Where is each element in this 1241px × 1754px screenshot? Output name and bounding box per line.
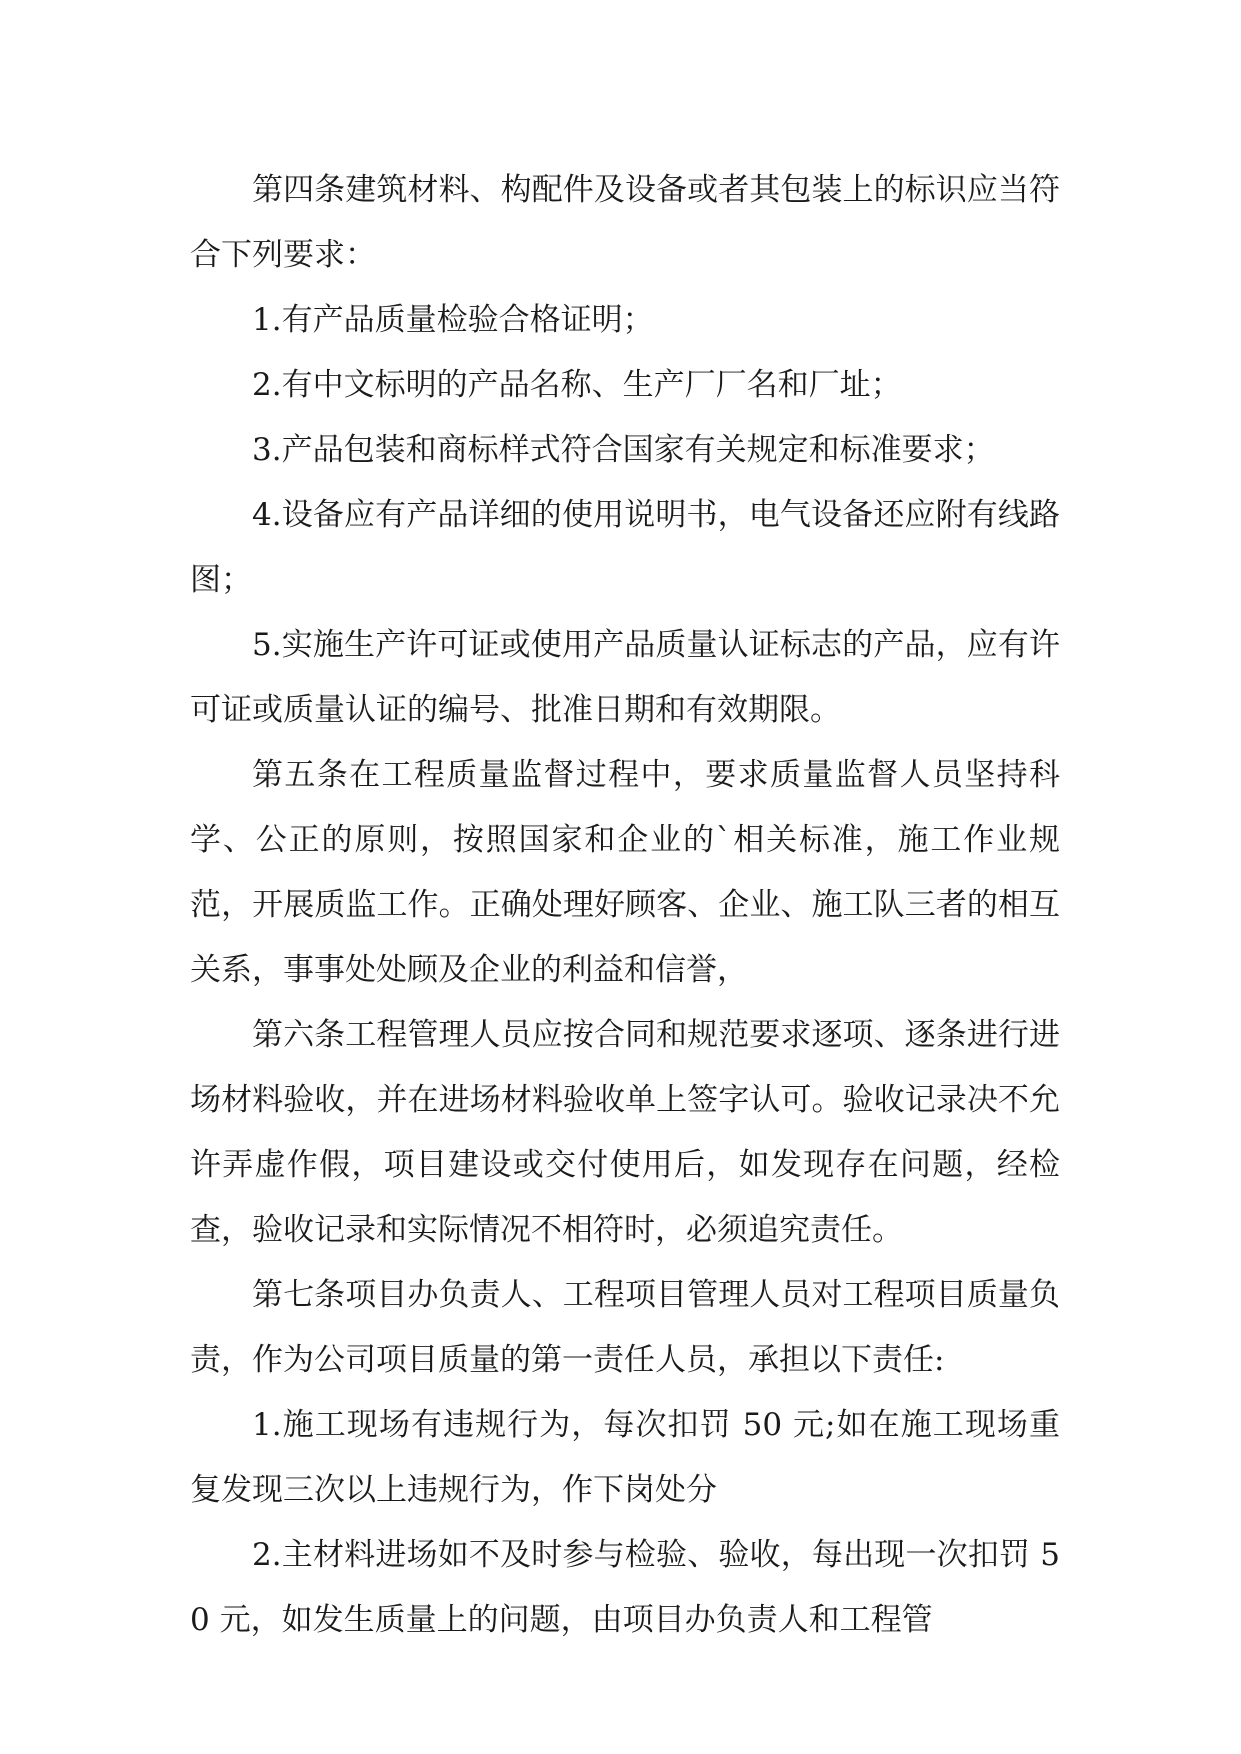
paragraph-article-5: 第五条在工程质量监督过程中，要求质量监督人员坚持科学、公正的原则，按照国家和企业的`相关标准，施工作业规范，开展质监工作。正确处理好顾客、企业、施工队三者的相互关系，事事处处顾及企业的利益和信誉， bbox=[190, 757, 1060, 988]
document-body bbox=[190, 158, 1060, 1653]
list-item-2: 2.主材料进场如不及时参与检验、验收，每出现一次扣罚 50 元，如发生质量上的问题，由项目办负责人和工程管 bbox=[190, 1537, 1060, 1638]
list-item-3: 3.产品包装和商标样式符合国家有关规定和标准要求； bbox=[252, 432, 995, 468]
list-item-1: 1.施工现场有违规行为，每次扣罚 50 元;如在施工现场重复发现三次以上违规行为，作下岗处分 bbox=[190, 1407, 1060, 1508]
list-item-4: 4.设备应有产品详细的使用说明书，电气设备还应附有线路图； bbox=[190, 497, 1060, 598]
paragraph-article-4: 第四条建筑材料、构配件及设备或者其包装上的标识应当符合下列要求： bbox=[190, 172, 1060, 273]
list-item-2: 2.有中文标明的产品名称、生产厂厂名和厂址； bbox=[252, 367, 902, 403]
paragraph-article-7: 第七条项目办负责人、工程项目管理人员对工程项目质量负责，作为公司项目质量的第一责任人员，承担以下责任: bbox=[190, 1277, 1060, 1378]
list-item-1: 1.有产品质量检验合格证明； bbox=[252, 302, 654, 338]
list-item-5: 5.实施生产许可证或使用产品质量认证标志的产品，应有许可证或质量认证的编号、批准日期和有效期限。 bbox=[190, 627, 1060, 728]
paragraph-article-6: 第六条工程管理人员应按合同和规范要求逐项、逐条进行进场材料验收，并在进场材料验收单上签字认可。验收记录决不允许弄虚作假，项目建设或交付使用后，如发现存在问题，经检查，验收记录和实际情况不相符时，必须追究责任。 bbox=[190, 1017, 1060, 1248]
